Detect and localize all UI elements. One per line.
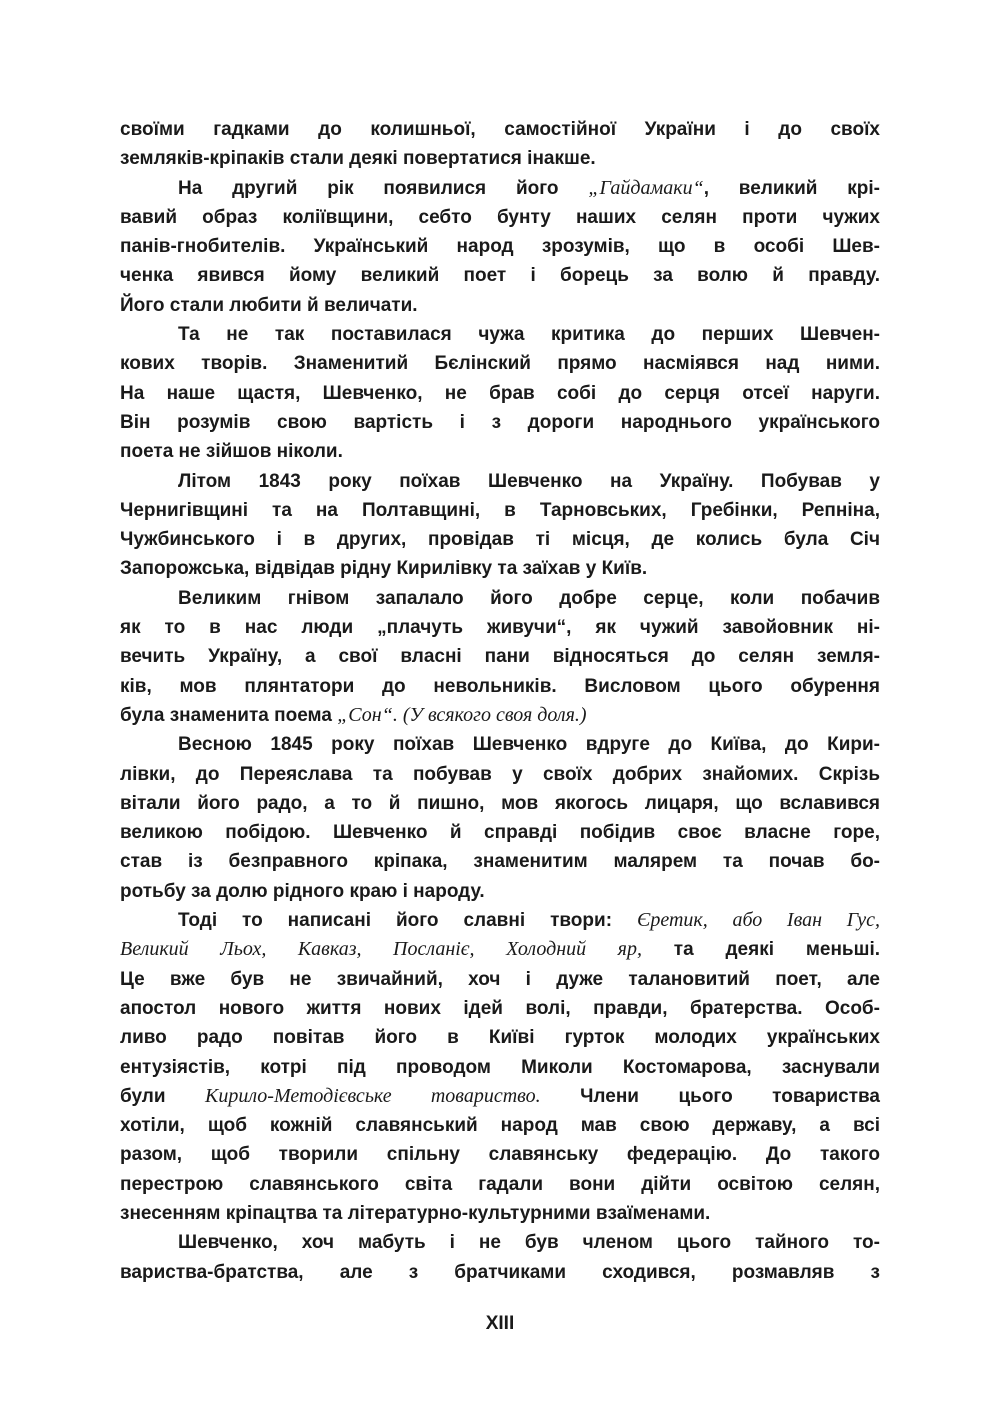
paragraph xyxy=(120,115,880,174)
text-segment: На наше щастя, Шевченко, не брав собі до серця отсеї наруги. xyxy=(120,382,880,404)
italic-title: Великий Льох, Кавказ, Посланіє, Холодний яр, xyxy=(120,938,642,961)
text-line xyxy=(120,672,880,701)
text-line xyxy=(120,203,880,232)
text-segment: кових творів. Знаменитий Бєлінский прямо насміявся над ними. xyxy=(120,353,880,375)
paragraph xyxy=(120,174,880,320)
text-line xyxy=(120,789,880,818)
text-line xyxy=(120,408,880,437)
text-segment: Це вже був не звичайний, хоч і дуже талановитий поет, але xyxy=(120,968,880,990)
text-line xyxy=(120,818,880,847)
text-line xyxy=(120,584,880,613)
paragraph xyxy=(120,467,880,584)
text-line xyxy=(120,613,880,642)
text-segment: земляків-кріпаків стали деякі повертатися інакше. xyxy=(120,148,596,170)
text-segment: Великим гнівом запалало його добре серце, коли побачив xyxy=(178,587,880,609)
text-line xyxy=(120,379,880,408)
paragraph xyxy=(120,320,880,466)
text-segment: знесенням кріпацтва та літературно-культурними взаїменами. xyxy=(120,1202,711,1224)
paragraph xyxy=(120,584,880,730)
text-segment: Члени цього товариства xyxy=(540,1085,880,1107)
text-segment: вітали його радо, а то й пишно, мов якогось лицаря, що вславився xyxy=(120,792,880,814)
text-segment: Чернигівщині та на Полтавщині, в Тарновських, Гребінки, Репніна, xyxy=(120,499,880,521)
text-line xyxy=(120,437,880,466)
text-line xyxy=(120,320,880,349)
text-line xyxy=(120,291,880,320)
text-line xyxy=(120,1023,880,1052)
text-segment: вариства-братства, але з братчиками сходився, розмавляв з xyxy=(120,1261,880,1283)
text-segment: ротьбу за долю рідного краю і народу. xyxy=(120,880,485,902)
text-line xyxy=(120,877,880,906)
text-line xyxy=(120,1111,880,1140)
text-line xyxy=(120,847,880,876)
text-segment: вавий образ коліївщини, себто бунту наших селян проти чужих xyxy=(120,206,880,228)
text-segment: разом, щоб творили спільну славянську федерацію. До такого xyxy=(120,1144,880,1166)
text-line xyxy=(120,760,880,789)
text-segment: На другий рік появилися його xyxy=(178,177,589,199)
text-line xyxy=(120,1140,880,1169)
document-page-body xyxy=(120,115,880,1287)
italic-title: „Сон“. (У всякого своя доля.) xyxy=(337,703,587,726)
text-segment: Та не так поставилася чужа критика до перших Шевчен- xyxy=(178,324,880,346)
paragraph xyxy=(120,906,880,1228)
text-line xyxy=(120,1258,880,1287)
text-segment: Літом 1843 року поїхав Шевченко на Україну. Побував у xyxy=(178,470,880,492)
text-segment: Запорожська, відвідав рідну Кирилівку та заїхав у Київ. xyxy=(120,558,648,580)
text-segment: були xyxy=(120,1085,206,1107)
text-line xyxy=(120,467,880,496)
text-line xyxy=(120,1082,880,1111)
page-number: XIII xyxy=(485,1313,515,1334)
text-line xyxy=(120,1199,880,1228)
text-segment: була знаменита поема xyxy=(120,704,338,726)
text-line xyxy=(120,232,880,261)
text-segment: Тоді то написані його славні твори: xyxy=(178,910,637,932)
text-line xyxy=(120,906,880,935)
text-line xyxy=(120,994,880,1023)
italic-title: „Гайдамаки“ xyxy=(588,176,704,199)
text-line xyxy=(120,144,880,173)
text-segment: став із безправного кріпака, знаменитим малярем та почав бо- xyxy=(120,851,880,873)
text-segment: своїми гадками до колишньої, самостійної України і до своїх xyxy=(120,119,880,140)
text-segment: хотіли, щоб кожній славянський народ мав свою державу, а всі xyxy=(120,1115,880,1137)
text-line xyxy=(120,642,880,671)
text-line xyxy=(120,935,880,964)
text-segment: Чужбинського і в других, провідав ті місця, де колись була Січ xyxy=(120,529,880,551)
text-line xyxy=(120,1170,880,1199)
text-segment: ків, мов плянтатори до невольників. Висловом цього обурення xyxy=(120,675,880,697)
text-segment: Його стали любити й величати. xyxy=(120,294,418,316)
text-segment: Шевченко, хоч мабуть і не був членом цього тайного то- xyxy=(178,1232,880,1254)
text-segment: Він розумів свою вартість і з дороги народнього українського xyxy=(120,411,880,433)
text-segment: поета не зійшов ніколи. xyxy=(120,441,343,463)
text-segment: вечить Україну, а свої власні пани відносяться до селян земля- xyxy=(120,646,880,668)
text-line xyxy=(120,349,880,378)
text-line xyxy=(120,496,880,525)
text-segment: Весною 1845 року поїхав Шевченко вдруге до Київа, до Кири- xyxy=(178,734,880,756)
paragraph xyxy=(120,1228,880,1287)
text-segment: великою побідою. Шевченко й справді побідив своє власне горе, xyxy=(120,822,880,844)
text-segment: як то в нас люди „плачуть живучи“, як чужий завойовник ні- xyxy=(120,617,880,639)
italic-title: Кирило-Методієвське товариство. xyxy=(205,1084,541,1107)
text-segment: ентузіястів, котрі під проводом Миколи Костомарова, заснували xyxy=(120,1056,880,1078)
text-segment: та деякі меньші. xyxy=(641,939,880,961)
text-line xyxy=(120,115,880,144)
text-line xyxy=(120,174,880,203)
text-segment: ченка явився йому великий поет і борець за волю й правду. xyxy=(120,265,880,287)
text-segment: панів-гнобителів. Український народ зрозумів, що в особі Шев- xyxy=(120,236,880,258)
text-line xyxy=(120,554,880,583)
paragraph xyxy=(120,730,880,906)
text-line xyxy=(120,261,880,290)
text-segment: ливо радо повітав його в Київі гурток молодих українських xyxy=(120,1027,880,1049)
text-line xyxy=(120,965,880,994)
text-segment: апостол нового життя нових ідей волі, правди, братерства. Особ- xyxy=(120,997,880,1019)
text-line xyxy=(120,525,880,554)
text-segment: , великий крі- xyxy=(703,177,880,199)
text-segment: перестрою славянського світа гадали вони дійти освітою селян, xyxy=(120,1173,880,1195)
text-segment: лівки, до Переяслава та побував у своїх добрих знайомих. Скрізь xyxy=(120,763,880,785)
text-line xyxy=(120,1053,880,1082)
italic-title: Єретик, або Іван Гус, xyxy=(636,909,881,932)
text-line xyxy=(120,1228,880,1257)
text-line xyxy=(120,730,880,759)
text-line xyxy=(120,701,880,730)
